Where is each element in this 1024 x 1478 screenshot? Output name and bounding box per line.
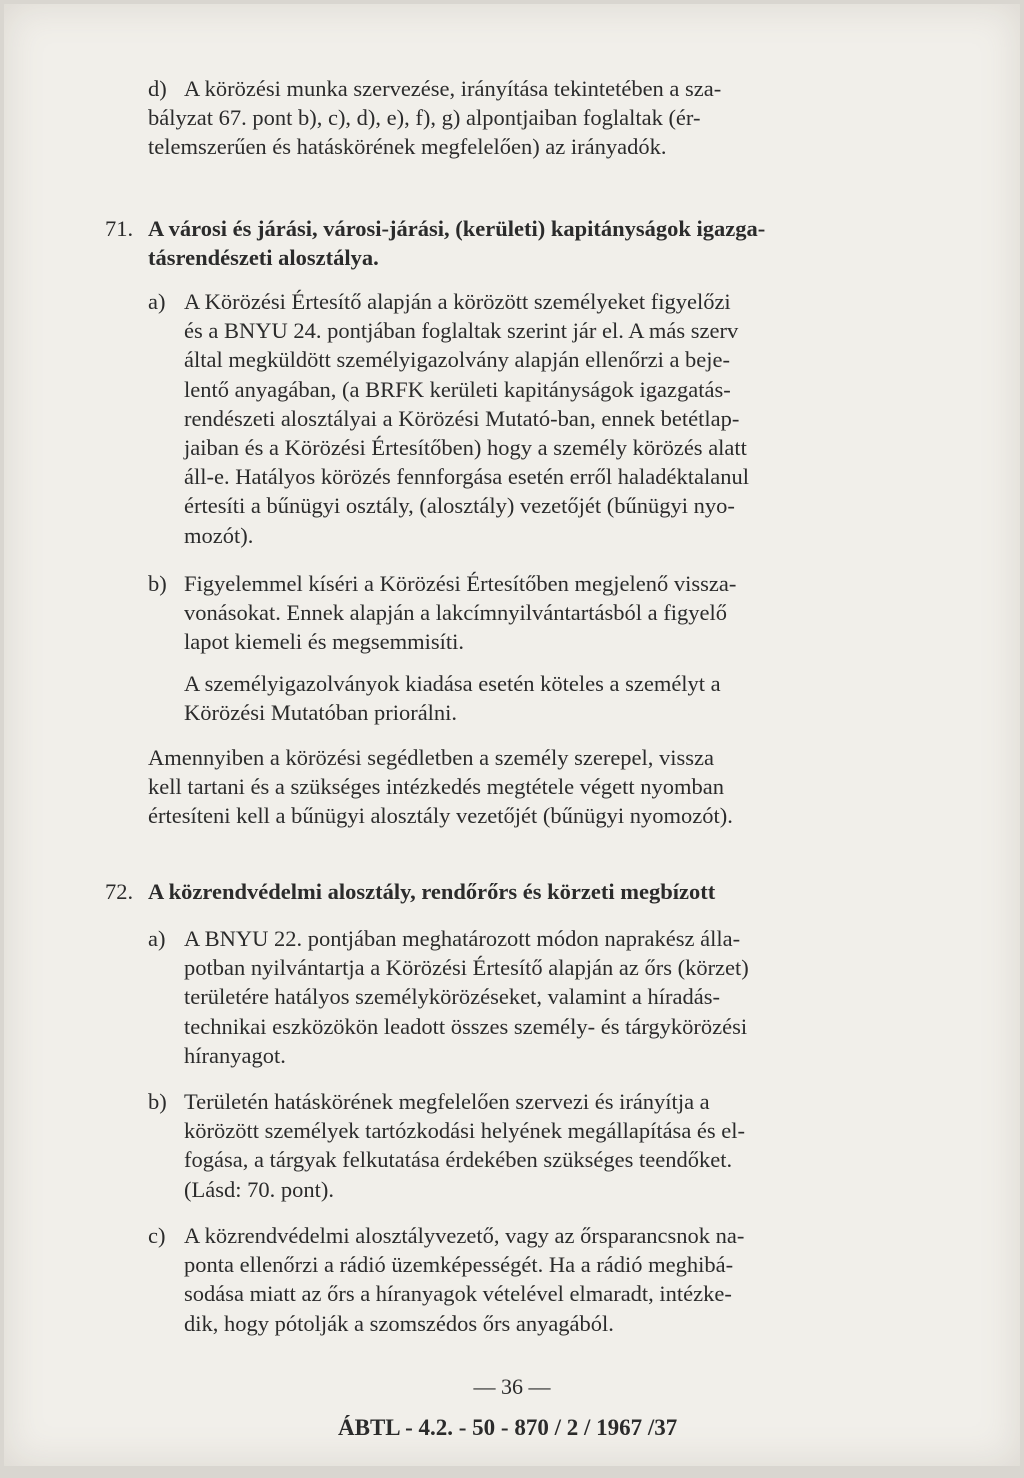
section-71-item-b-extra (184, 669, 936, 727)
text-line: területére hatályos személykörözéseket, valamint a híradás- (184, 984, 721, 1010)
section-72-item-a-text (184, 924, 936, 1070)
text-line: és a BNYU 24. pontjában foglaltak szerint jár el. A más szerv (184, 318, 739, 344)
section-72-item-b-label: b) (148, 1089, 167, 1114)
section-71-item-a-text (184, 287, 936, 550)
page-number: — 36 — (473, 1374, 551, 1399)
text-line: A körözési munka szervezése, irányítása tekintetében a sza- (184, 76, 722, 101)
heading-line: A városi és járási, városi-járási, (kerületi) kapitányságok igazga- (148, 216, 766, 241)
section-71-title (148, 214, 938, 272)
section-71-item-b-text (184, 569, 936, 657)
section-72-item-c-text (184, 1221, 936, 1338)
text-line: sodása miatt az őrs a híranyagok vételével elmaradt, intézke- (184, 1281, 732, 1307)
text-line: technikai eszközökön leadott összes személy- és tárgykörözési (184, 1013, 748, 1039)
heading-line: tásrendészeti alosztálya. (148, 245, 379, 271)
text-line: Területén hatáskörének megfelelően szervezi és irányítja a (184, 1089, 710, 1114)
text-line: értesíti a bűnügyi osztály, (alosztály) vezetőjét (bűnügyi nyo- (184, 493, 735, 519)
section-72-item-c-label: c) (148, 1223, 166, 1248)
text-line: értesíteni kell a bűnügyi alosztály vezetőjét (bűnügyi nyomozót). (148, 803, 733, 829)
item-d-text (184, 74, 936, 103)
text-line: telemszerűen és hatáskörének megfelelően) az irányadók. (148, 134, 667, 160)
text-line: vonásokat. Ennek alapján a lakcímnyilvántartásból a figyelő (184, 600, 727, 626)
text-line: rendészeti alosztályai a Körözési Mutató-ban, ennek betétlap- (184, 405, 740, 431)
text-line: lapot kiemeli és megsemmisíti. (184, 629, 464, 655)
text-line: Körözési Mutatóban priorálni. (184, 700, 458, 726)
text-line: A BNYU 22. pontjában meghatározott módon naprakész álla- (184, 926, 741, 951)
text-line: lentő anyagában, (a BRFK kerületi kapitányságok igazgatás- (184, 376, 731, 402)
section-71-number: 71. (105, 216, 134, 241)
section-71-item-b-label: b) (148, 571, 167, 596)
text-line: A közrendvédelmi alosztályvezető, vagy az őrsparancsnok na- (184, 1223, 745, 1248)
text-line: ponta ellenőrzi a rádió üzemképességét. Ha a rádió meghibá- (184, 1252, 734, 1278)
document-page (4, 4, 1020, 1466)
text-line: Figyelemmel kíséri a Körözési Értesítőben megjelenő vissza- (184, 571, 737, 596)
text-line: fogása, a tárgyak felkutatása érdekében szükséges teendőket. (184, 1147, 733, 1173)
text-line: potban nyilvántartja a Körözési Értesítő alapján az őrs (körzet) (184, 955, 749, 981)
text-line: által megküldött személyigazolvány alapján ellenőrzi a beje- (184, 347, 731, 373)
item-d-label: d) (148, 76, 167, 101)
text-line: mozót). (184, 522, 254, 548)
section-72-item-b-text (184, 1087, 936, 1204)
archive-reference: ÁBTL - 4.2. - 50 - 870 / 2 / 1967 /37 (338, 1415, 678, 1440)
section-72-item-a-label: a) (148, 926, 166, 951)
text-line: körözött személyek tartózkodási helyének megállapítása és el- (184, 1118, 746, 1144)
text-line: dik, hogy pótolják a szomszédos őrs anyagából. (184, 1310, 614, 1336)
text-line: híranyagot. (184, 1042, 286, 1068)
text-line: (Lásd: 70. pont). (184, 1176, 334, 1202)
section-71-item-a-label: a) (148, 289, 166, 314)
text-line: áll-e. Hatályos körözés fennforgása esetén erről haladéktalanul (184, 464, 749, 490)
text-line: Amennyiben a körözési segédletben a személy szerepel, vissza (148, 745, 715, 770)
heading-line: A közrendvédelmi alosztály, rendőrőrs és körzeti megbízott (148, 879, 716, 904)
text-line: kell tartani és a szükséges intézkedés megtétele végett nyomban (148, 774, 725, 800)
text-line: bályzat 67. pont b), c), d), e), f), g) alpontjaiban foglaltak (ér- (148, 105, 701, 130)
text-line: A Körözési Értesítő alapján a körözött személyeket figyelőzi (184, 289, 731, 314)
section-71-closing (148, 743, 936, 831)
section-72-title (148, 877, 938, 906)
text-line: A személyigazolványok kiadása esetén köteles a személyt a (184, 671, 721, 696)
section-72-number: 72. (105, 879, 134, 904)
text-line: jaiban és a Körözési Értesítőben) hogy a személy körözés alatt (184, 435, 747, 461)
item-d-text-cont (148, 103, 936, 161)
